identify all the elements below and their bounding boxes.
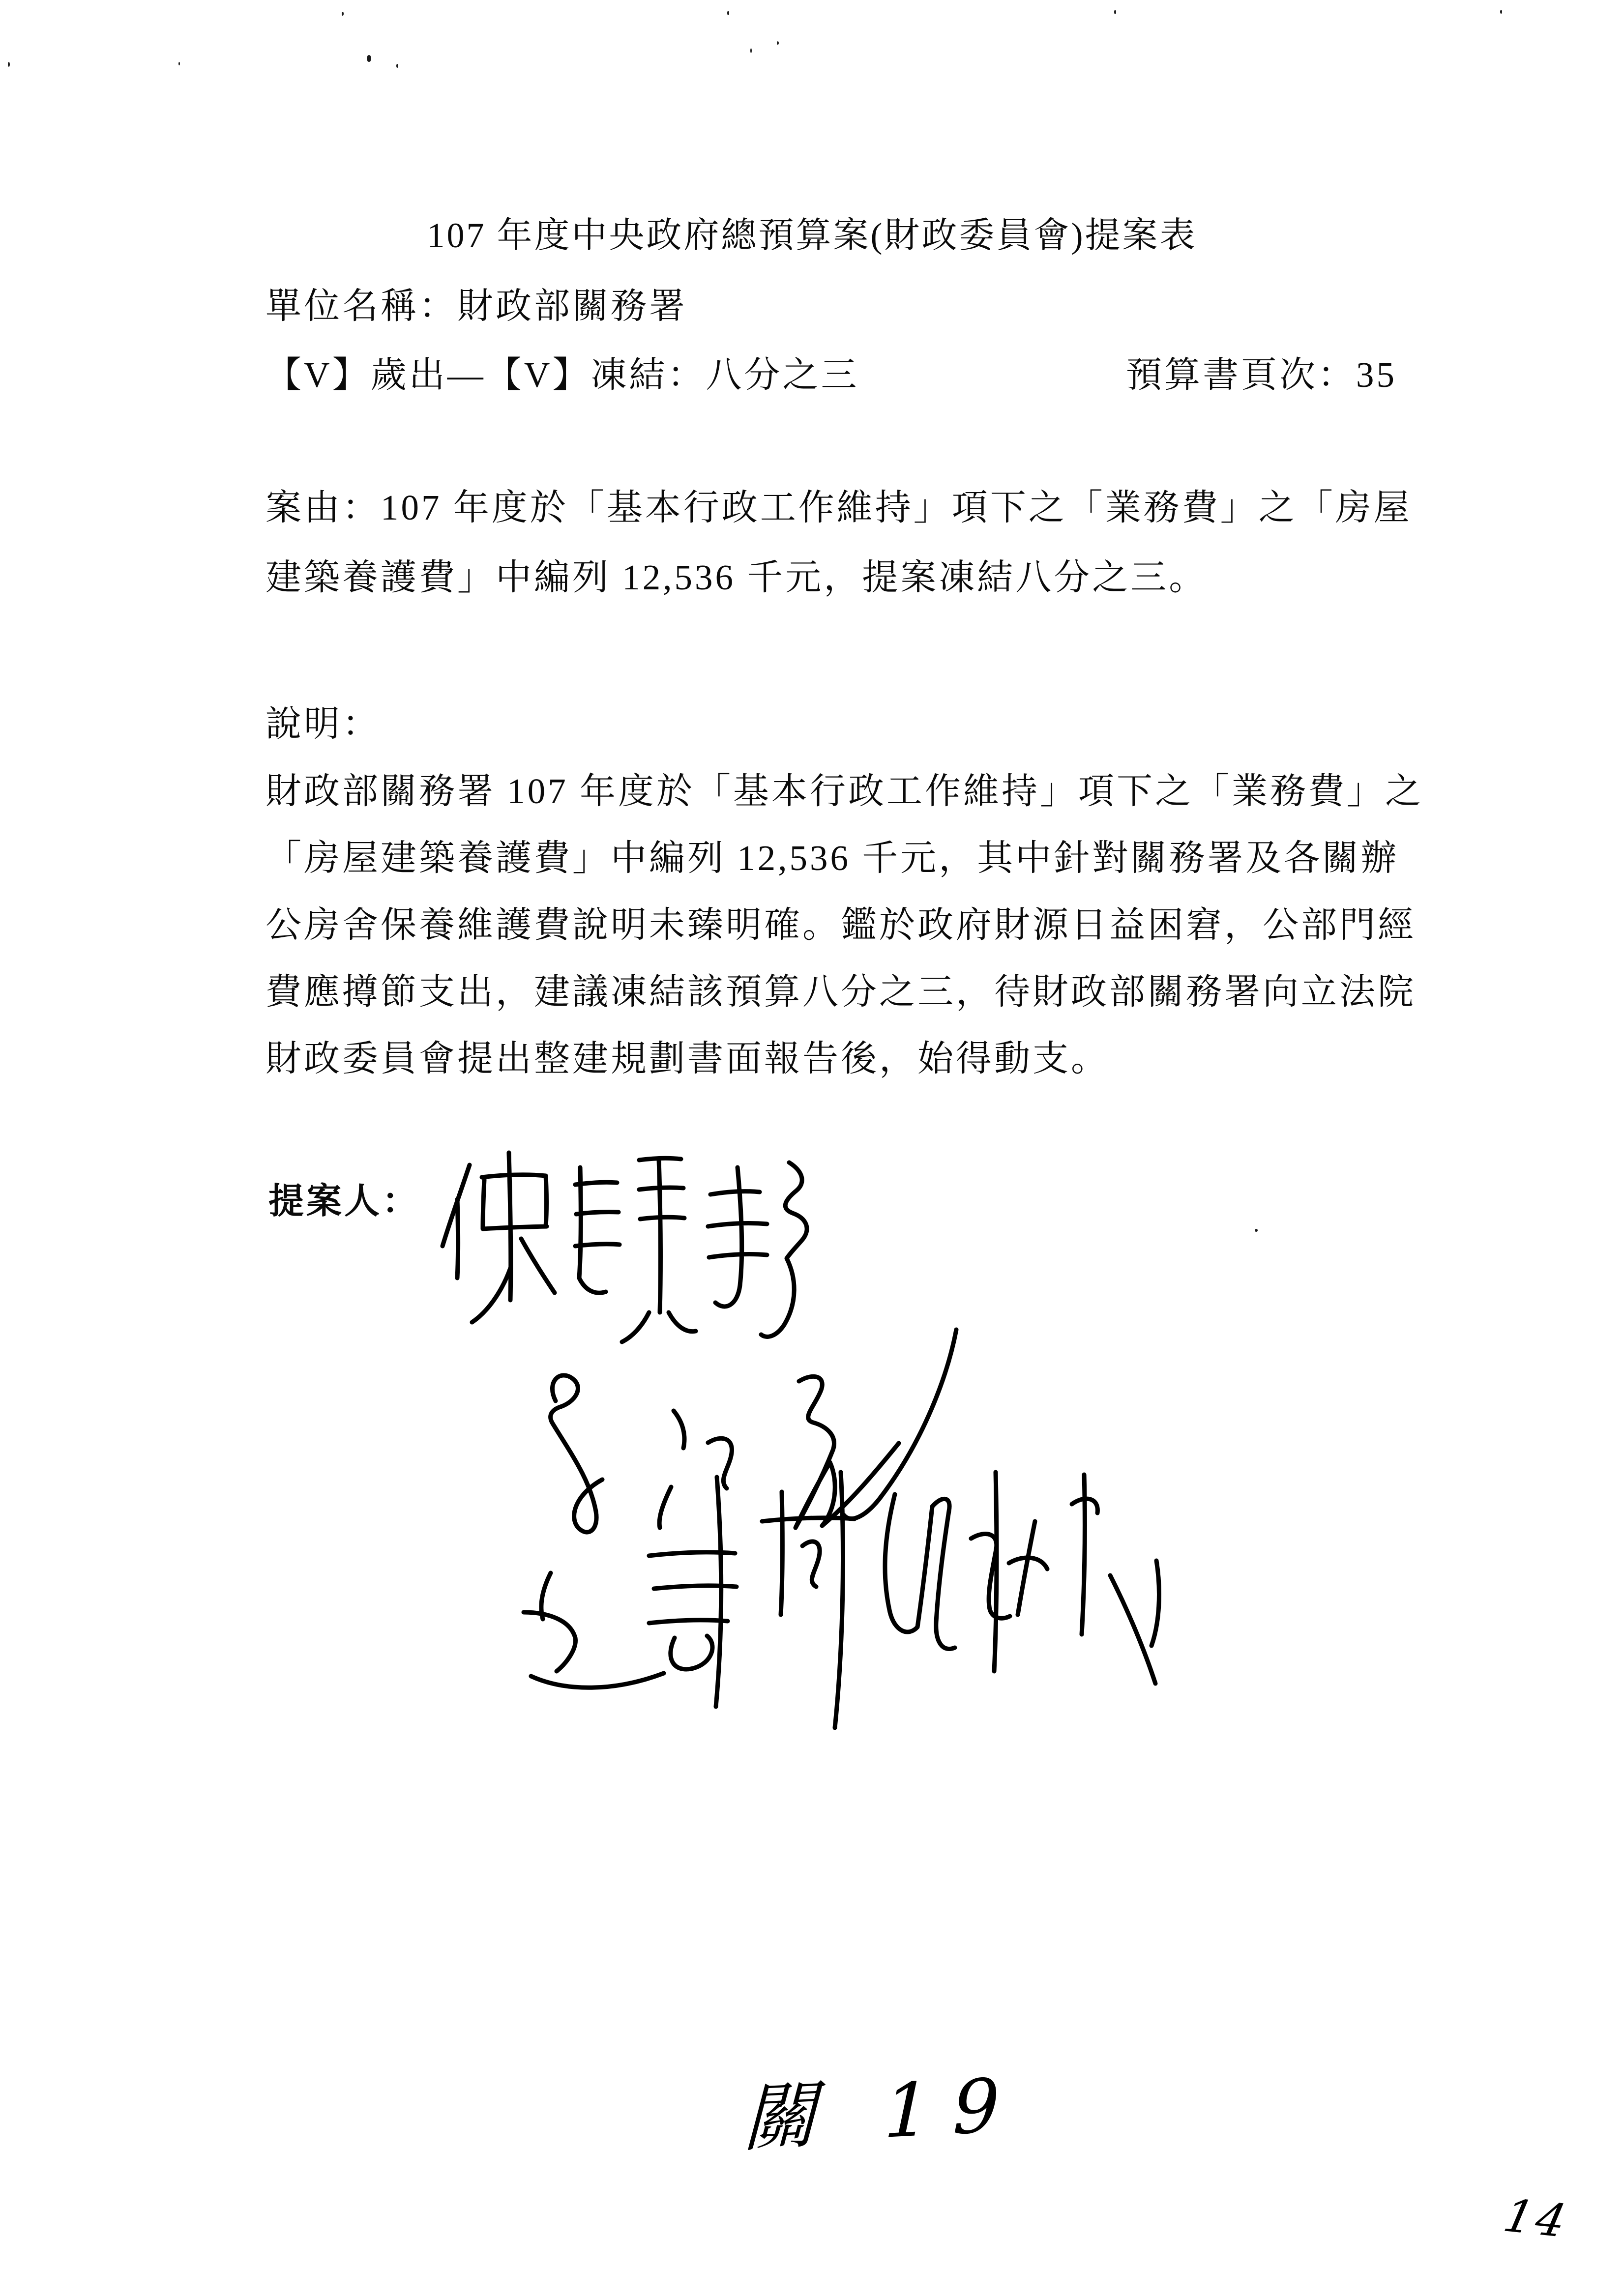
scan-speck	[1255, 1229, 1258, 1232]
explanation-label: 說明：	[266, 704, 381, 744]
scan-speck	[777, 41, 779, 45]
scan-speck	[396, 64, 398, 68]
scan-speck	[342, 12, 344, 16]
explanation-line-4: 費應撙節支出，建議凍結該預算八分之三，待財政部關務署向立法院	[266, 972, 1416, 1012]
proposer-signature-3	[502, 1465, 1200, 1740]
handwritten-page-number: 14	[1499, 2189, 1573, 2248]
unit-name-line: 單位名稱：財政部關務署	[266, 286, 687, 326]
explanation-line-2: 「房屋建築養護費」中編列 12,536 千元，其中針對關務署及各關辦	[266, 838, 1399, 878]
case-subject-line-1: 案由：107 年度於「基本行政工作維持」項下之「業務費」之「房屋	[266, 488, 1412, 527]
scan-speck	[367, 55, 371, 62]
budget-book-page-ref: 預算書頁次：35	[1126, 355, 1397, 395]
scan-speck	[178, 62, 180, 65]
explanation-line-5: 財政委員會提出整建規劃書面報告後，始得動支。	[266, 1039, 1109, 1078]
scan-speck	[1500, 10, 1502, 14]
page-title: 107 年度中央政府總預算案(財政委員會)提案表	[427, 216, 1197, 255]
scan-speck	[750, 48, 752, 53]
explanation-line-1: 財政部關務署 107 年度於「基本行政工作維持」項下之「業務費」之	[266, 771, 1423, 811]
proposer-signature-1	[423, 1131, 816, 1347]
explanation-line-3: 公房舍保養維護費說明未臻明確。鑑於政府財源日益困窘，公部門經	[266, 905, 1416, 945]
case-subject-line-2: 建築養護費」中編列 12,536 千元，提案凍結八分之三。	[266, 557, 1208, 597]
scan-speck	[1114, 10, 1116, 14]
scan-speck	[8, 62, 10, 67]
handwritten-office-mark: 關 19	[741, 2062, 1023, 2163]
expenditure-freeze-check-line: 【V】歲出—【V】凍結：八分之三	[266, 355, 859, 395]
scan-speck	[727, 11, 729, 15]
proposer-label: 提案人：	[268, 1182, 420, 1221]
